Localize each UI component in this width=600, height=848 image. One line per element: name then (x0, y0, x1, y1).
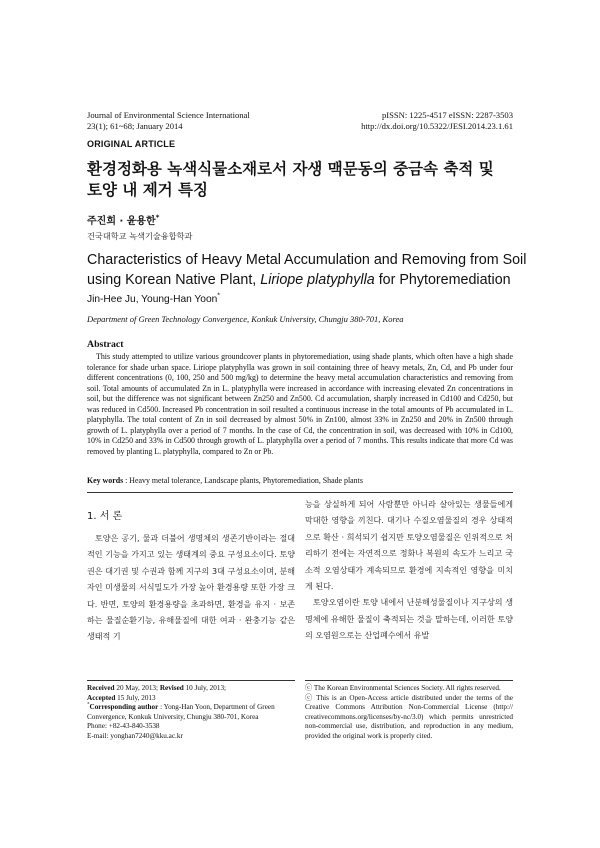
english-title-part-a: using Korean Native Plant, (87, 272, 261, 288)
received-label: Received (87, 684, 115, 692)
footnote-divider-right (305, 680, 513, 681)
intro-paragraph-1: 토양은 공기, 물과 더불어 생명체의 생존기반이라는 절대적인 기능을 가지고 있는 생태계의 중요 구성요소이다. 토양권은 대기권 및 수권과 함께 지구의 3대 구성요소이며, 분해자인 미생물의 서식밀도가 가장 높아 환경용량 또한 가장 크다. 반면, 토양의 환경용량을 초과하면, 환경을 유지 · 보존하는 물질순환기능, 유해물질에 대한 여과 · 완충기능 같은 생태적 기 (87, 534, 295, 642)
corr-text: : Yong-Han Yoon, Department of Green Convergence, Konkuk University, Chungju 380-701, Korea (87, 703, 275, 721)
species-name: Liriope platyphylla (260, 272, 375, 288)
english-author-names: Jin-Hee Ju, Young-Han Yoon (87, 294, 218, 305)
korean-affiliation: 건국대학교 녹색기술융합학과 (87, 231, 193, 241)
english-authors (87, 291, 221, 305)
abstract-text: This study attempted to utilize various groundcover plants in phytoremediation, using shade plants, which often have a high shade tolerance for shade urban space. Liriope platyphylla was grown in soil containing three of heavy metals, Zn, Cd, and Pb under four different concentrations (0, 100, 250 and 500 mg/kg) to determine the heavy metal accumulation characteristics and removing from soil. Total amounts of accumulated Zn in L. platyphylla were increased in accordance with increasing elevated Zn concentrations in soil, but the difference was not significant between Zn250 and Zn500. Cd accumulation, sharply increased in Cd100 and Cd250, but was reduced in Cd500. Increased Pb concentration in soil resulted a continuous increase in the total amounts of Pb accumulated in L. platyphylla. The total content of Zn in soil decreased by almost 50% in Zn100, almost 33% in Zn250 and 20% in Zn500 through growth of L. platyphylla over a period of 7 months. In the case of Cd, the concentration in soil, was decreased with 10% in Cd100, 10% in Cd250 and 33% in Cd500 through growth of L. platyphylla over a period of 7 months. This results indicate that more Cd was removed by planting L. platyphylla, compared to Zn or Pb. (87, 352, 513, 456)
abstract-heading: Abstract (87, 339, 124, 350)
korean-title-line-2: 토양 내 제거 특징 (87, 181, 209, 199)
corr-label: Corresponding author (89, 703, 159, 712)
article-history-footnote (87, 684, 297, 742)
doi-link[interactable]: http://dx.doi.org/10.5322/JESI.2014.23.1.61 (361, 121, 513, 131)
keywords-divider (87, 492, 513, 493)
intro-paragraph-1-cont: 능을 상실하게 되어 사람뿐만 아니라 살아있는 생물들에게 막대한 영향을 끼친다. 대기나 수질오염물질의 경우 상태적으로 확산 · 희석되기 쉽지만 토양오염물질은 인위적으로 처리하기 전에는 자연적으로 정화나 복원의 속도가 느리고 국소적 오염상태가 계속되므로 환경에 지속적인 영향을 미치게 된다. (305, 500, 513, 592)
corr-mark: * (87, 702, 90, 708)
email[interactable]: E-mail: yonghan7240@kku.ac.kr (87, 731, 183, 740)
intro-left-column (87, 531, 295, 646)
license-footnote (305, 684, 513, 742)
revised-label: Revised (159, 684, 184, 692)
english-title-part-b: for Phytoremediation (374, 272, 511, 288)
dates-line-2 (87, 694, 297, 704)
accepted-date: 15 July, 2013 (115, 693, 156, 702)
keywords-list: : Heavy metal tolerance, Landscape plants, Phytoremediation, Shade plants (123, 476, 363, 485)
english-affiliation: Department of Green Technology Convergence, Konkuk University, Chungju 380-701, Korea (87, 314, 404, 324)
english-title (87, 250, 527, 290)
journal-citation (87, 110, 250, 132)
issn-doi (361, 110, 513, 132)
korean-author-mark: * (155, 213, 160, 222)
english-title-line-2 (87, 270, 527, 290)
english-author-mark: * (217, 291, 221, 300)
korean-author-names: 주진희 · 윤용한 (87, 216, 156, 227)
article-type-label: ORIGINAL ARTICLE (87, 139, 176, 149)
footnote-divider-left (87, 680, 295, 681)
revised-date: 10 July, 2013; (183, 684, 227, 692)
intro-paragraph-2: 토양오염이란 토양 내에서 난분해성물질이나 지구상의 생명체에 유해한 물질이 축적되는 것을 말하는데, 이러한 토양의 오염원으로는 산업폐수에서 유발 (305, 598, 513, 641)
korean-title (87, 159, 517, 201)
keywords-label: Key words (87, 476, 124, 485)
issn: pISSN: 1225-4517 eISSN: 2287-3503 (381, 110, 513, 120)
section-heading-introduction: 1. 서 론 (87, 511, 123, 522)
english-title-line-1: Characteristics of Heavy Metal Accumulation and Removing from Soil (87, 252, 527, 268)
intro-right-column (305, 497, 513, 645)
korean-title-line-1: 환경정화용 녹색식물소재로서 자생 맥문동의 중금속 축적 및 (87, 160, 494, 178)
received-date: 20 May, 2013; (114, 684, 160, 692)
korean-authors (87, 212, 159, 227)
copyright-line: ⓒ The Korean Environmental Sciences Society. All rights reserved. (305, 684, 501, 692)
license-text: ⓒ This is an Open-Access article distributed under the terms of the Creative Commons Attribution Non-Commercial License (http:// creativecommons.org/licenses/by-nc/3.0) which permits unrestricted non-commercial use, distribution, and reproduction in any medium, provided the original work is properly cited. (305, 693, 513, 740)
journal-name: Journal of Environmental Science International (87, 110, 250, 120)
corresponding-author (87, 703, 297, 722)
journal-volume: 23(1); 61~68; January 2014 (87, 121, 183, 131)
dates-line-1 (87, 684, 297, 694)
accepted-label: Accepted (87, 693, 116, 702)
keywords (87, 476, 513, 485)
phone: Phone: +82-43-840-3538 (87, 722, 160, 731)
